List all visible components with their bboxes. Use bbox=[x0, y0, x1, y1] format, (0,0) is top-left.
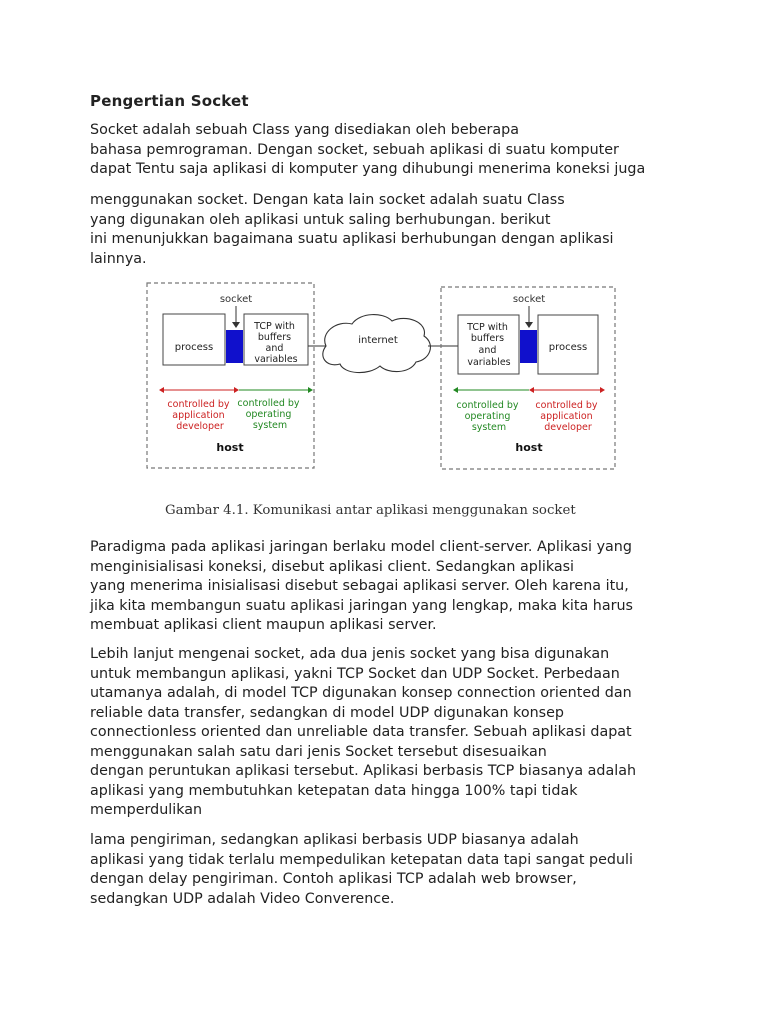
text-line: operating bbox=[245, 409, 292, 420]
text-line: menggunakan socket. Dengan kata lain socket adalah suatu Class bbox=[90, 192, 565, 208]
left-process-label: process bbox=[174, 342, 214, 353]
text-line: Lebih lanjut mengenai socket, ada dua jenis socket yang bisa digunakan bbox=[90, 646, 610, 662]
paragraph-4 bbox=[90, 645, 690, 821]
text-line: Paradigma pada aplikasi jaringan berlaku model client-server. Aplikasi yang bbox=[90, 539, 632, 555]
right-socket-label: socket bbox=[512, 294, 546, 305]
text-line: and bbox=[478, 345, 497, 356]
text-line: controlled by bbox=[456, 400, 519, 411]
text-line: sedangkan UDP adalah Video Converence. bbox=[90, 890, 395, 907]
text-line: menggunakan salah satu dari jenis Socket tersebut disesuaikan bbox=[90, 743, 547, 760]
text-line: aplikasi yang tidak terlalu mempedulikan ketepatan data tapi sangat peduli bbox=[90, 851, 633, 868]
text-line: application bbox=[540, 411, 593, 422]
text-line: TCP with bbox=[254, 321, 295, 332]
text-line: utamanya adalah, di model TCP digunakan konsep connection oriented dan bbox=[90, 685, 632, 701]
page-title: Pengertian Socket bbox=[90, 92, 249, 110]
text-line: Socket adalah sebuah Class yang disediakan oleh beberapa bbox=[90, 122, 519, 138]
text-line: developer bbox=[544, 422, 592, 433]
left-os-arrow-head bbox=[308, 387, 313, 393]
text-line: menginisialisasi koneksi, disebut aplikasi client. Sedangkan aplikasi bbox=[90, 558, 575, 575]
text-line: system bbox=[252, 420, 288, 431]
right-os-arrow-head bbox=[453, 387, 458, 393]
text-line: TCP with bbox=[467, 322, 508, 333]
text-line: dengan peruntukan aplikasi tersebut. Aplikasi berbasis TCP biasanya adalah bbox=[90, 763, 637, 779]
paragraph-3 bbox=[90, 538, 690, 636]
text-line: system bbox=[471, 422, 507, 433]
left-socket-block bbox=[226, 330, 243, 363]
left-process-box bbox=[163, 314, 225, 365]
paragraph-5 bbox=[90, 831, 690, 909]
text-line: reliable data transfer, sedangkan di model UDP digunakan konsep bbox=[90, 704, 564, 721]
right-app-arrow-head-start bbox=[529, 387, 534, 393]
text-line: aplikasi yang membutuhkan ketepatan data hingga 100% tapi tidak bbox=[90, 782, 578, 799]
left-host-label: host bbox=[216, 441, 244, 454]
text-line: untuk membangun aplikasi, yakni TCP Socket dan UDP Socket. Perbedaan bbox=[90, 665, 620, 682]
left-controlled-os-label bbox=[237, 398, 302, 431]
text-line: membuat aplikasi client maupun aplikasi server. bbox=[90, 617, 437, 633]
text-line: connectionless oriented dan unreliable data transfer. Sebuah aplikasi dapat bbox=[90, 724, 632, 740]
right-host-label: host bbox=[515, 441, 543, 454]
internet-label: internet bbox=[358, 335, 398, 346]
text-line: dapat Tentu saja aplikasi di komputer yang dihubungi menerima koneksi juga bbox=[90, 161, 646, 177]
text-line: lainnya. bbox=[90, 250, 147, 267]
text-line: dengan delay pengiriman. Contoh aplikasi TCP adalah web browser, bbox=[90, 871, 577, 887]
text-line: yang menerima inisialisasi disebut sebagai aplikasi server. Oleh karena itu, bbox=[90, 578, 629, 594]
right-controlled-app-label bbox=[535, 400, 600, 433]
figure-caption: Gambar 4.1. Komunikasi antar aplikasi menggunakan socket bbox=[165, 503, 576, 518]
text-line: developer bbox=[176, 421, 224, 432]
right-socket-block bbox=[520, 330, 537, 363]
text-line: buffers bbox=[257, 332, 292, 343]
text-line: variables bbox=[254, 354, 298, 365]
text-line: jika kita membangun suatu aplikasi jaringan yang lengkap, maka kita harus bbox=[90, 597, 633, 614]
text-line: lama pengiriman, sedangkan aplikasi berbasis UDP biasanya adalah bbox=[90, 832, 579, 848]
left-controlled-app-label bbox=[167, 399, 232, 432]
paragraph-2 bbox=[90, 191, 690, 269]
text-line: and bbox=[265, 343, 284, 354]
text-line: controlled by bbox=[535, 400, 598, 411]
paragraph-1 bbox=[90, 121, 690, 180]
socket-diagram bbox=[140, 278, 630, 476]
right-socket-pointer-head bbox=[525, 322, 533, 328]
right-controlled-os-label bbox=[456, 400, 521, 433]
text-line: operating bbox=[464, 411, 511, 422]
text-line: controlled by bbox=[167, 399, 230, 410]
text-line: variables bbox=[467, 357, 511, 368]
right-process-label: process bbox=[548, 342, 588, 353]
text-line: controlled by bbox=[237, 398, 300, 409]
text-line: buffers bbox=[470, 333, 505, 344]
left-app-arrow-head-start bbox=[159, 387, 164, 393]
left-socket-pointer-head bbox=[232, 322, 240, 328]
text-line: bahasa pemrograman. Dengan socket, sebuah aplikasi di suatu komputer bbox=[90, 141, 619, 158]
text-line: memperdulikan bbox=[90, 802, 203, 818]
text-line: yang digunakan oleh aplikasi untuk saling berhubungan. berikut bbox=[90, 211, 551, 228]
text-line: application bbox=[172, 410, 225, 421]
left-app-arrow-head-end bbox=[234, 387, 239, 393]
text-line: ini menunjukkan bagaimana suatu aplikasi berhubungan dengan aplikasi bbox=[90, 231, 614, 247]
right-app-arrow-head-end bbox=[600, 387, 605, 393]
left-socket-label: socket bbox=[219, 294, 253, 305]
